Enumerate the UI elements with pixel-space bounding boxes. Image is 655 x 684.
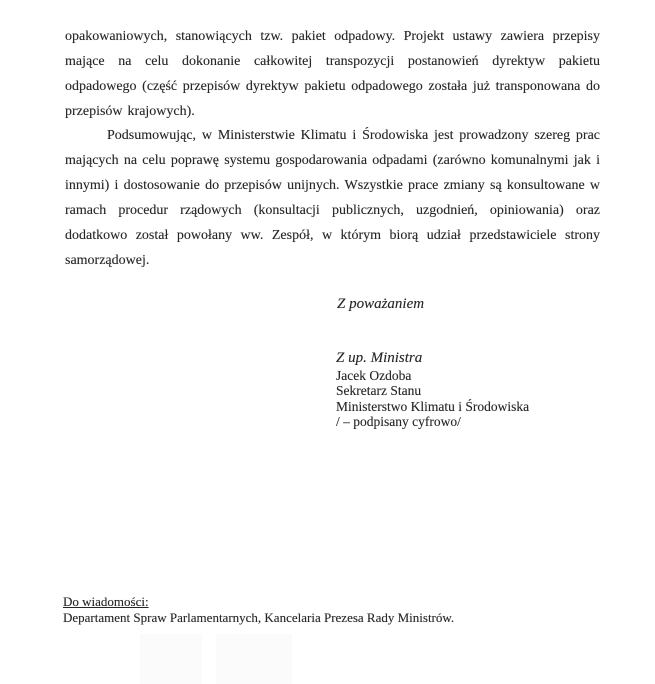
body-paragraph-1: opakowaniowych, stanowiących tzw. pakiet odpadowy. Projekt ustawy zawiera przepisy mające na celu dokonanie całkowitej transpozycji postanowień dyrektyw pakietu odpadowego (część przepisów dyrektyw pakietu odpadowego została już transponowana do przepisów krajowych). [65,29,600,119]
scan-artifact [216,634,292,684]
signature-block [336,349,529,429]
scan-artifact [140,634,202,684]
cc-recipient: Departament Spraw Parlamentarnych, Kancelaria Prezesa Rady Ministrów. [63,610,455,625]
closing-salutation: Z poważaniem [337,296,425,312]
signature-authority: Z up. Ministra [336,350,423,366]
signature-organization: Ministerstwo Klimatu i Środowiska [336,398,530,414]
body-paragraph-2: Podsumowując, w Ministerstwie Klimatu i Środowiska jest prowadzony szereg prac mających na celu poprawę systemu gospodarowania odpadami (zarówno komunalnymi jak i innymi) i dostosowanie do przepisów unijnych. Wszystkie prace zmiany są konsultowane w ramach procedur rządowych (konsultacji publicznych, uzgodnień, opiniowania) oraz dodatkowo został powołany ww. Zespół, w którym biorą udział przedstawiciele strony samorządowej. [65,128,600,268]
cc-block [63,594,454,625]
signature-title: Sekretarz Stanu [336,383,422,399]
signature-name: Jacek Ozdoba [336,368,412,383]
cc-label: Do wiadomości: [63,594,149,609]
signature-digital-note: / – podpisany cyfrowo/ [336,413,461,429]
